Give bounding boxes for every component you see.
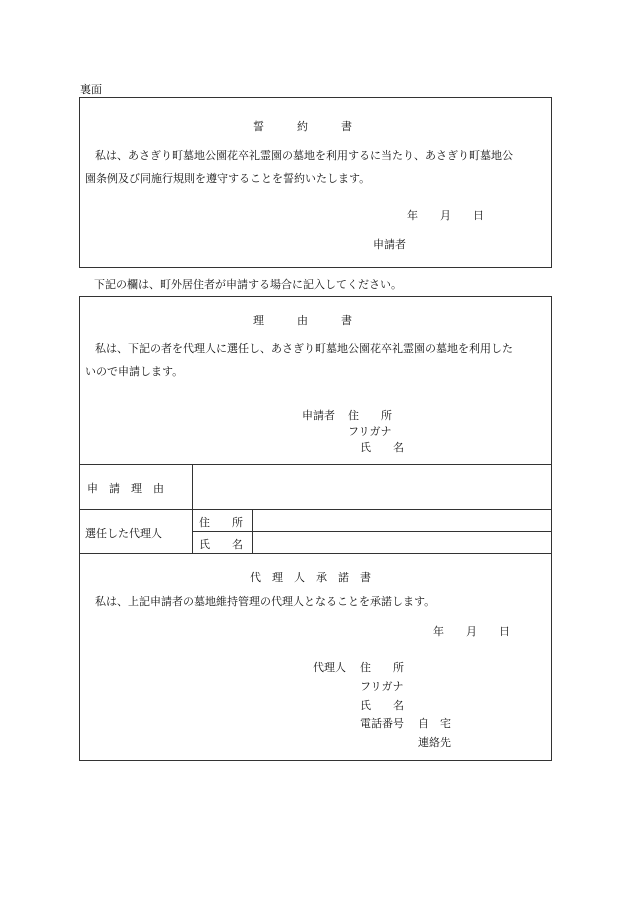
consent-home-label: 自 宅	[418, 717, 451, 730]
consent-address-label: 住 所	[360, 661, 404, 674]
table-label-column-line	[192, 464, 193, 553]
consent-name-label: 氏 名	[360, 699, 404, 712]
table-row-divider	[79, 509, 552, 510]
oath-applicant-label: 申請者	[373, 238, 406, 251]
consent-agent-label: 代理人	[313, 661, 346, 674]
oath-date: 年 月 日	[407, 209, 484, 222]
reason-address-label: 住 所	[348, 409, 392, 422]
reason-applicant-label: 申請者	[302, 409, 335, 422]
oath-title: 誓 約 書	[253, 120, 352, 133]
agent-address-label: 住 所	[199, 516, 243, 529]
page-label: 裏面	[80, 83, 102, 96]
reason-furigana-label: フリガナ	[348, 425, 392, 438]
consent-body: 私は、上記申請者の墓地維持管理の代理人となることを承諾します。	[95, 595, 436, 608]
table-top-line	[79, 464, 552, 465]
application-reason-label: 申 請 理 由	[87, 482, 164, 495]
table-bottom-line	[79, 553, 552, 554]
agent-name-label: 氏 名	[199, 538, 243, 551]
reason-body-line1: 私は、下記の者を代理人に選任し、あさぎり町墓地公園花卒礼霊園の墓地を利用した	[95, 342, 513, 355]
consent-title: 代 理 人 承 諾 書	[250, 571, 371, 584]
selected-agent-label: 選任した代理人	[85, 527, 162, 540]
reason-body-line2: いので申請します。	[85, 365, 184, 378]
oath-body-line1: 私は、あさぎり町墓地公園花卒礼霊園の墓地を利用するに当たり、あさぎり町墓地公	[95, 149, 513, 162]
agent-subcolumn-line	[252, 509, 253, 553]
oath-body-line2: 園条例及び同施行規則を遵守することを誓約いたします。	[85, 172, 371, 185]
agent-subrow-divider	[192, 531, 552, 532]
consent-contact-label: 連絡先	[418, 736, 451, 749]
reason-title: 理 由 書	[253, 314, 352, 327]
outside-resident-note: 下記の欄は、町外居住者が申請する場合に記入してください。	[94, 278, 402, 291]
consent-phone-label: 電話番号	[360, 717, 404, 730]
consent-furigana-label: フリガナ	[360, 680, 404, 693]
reason-name-label: 氏 名	[360, 441, 404, 454]
consent-date: 年 月 日	[433, 625, 510, 638]
